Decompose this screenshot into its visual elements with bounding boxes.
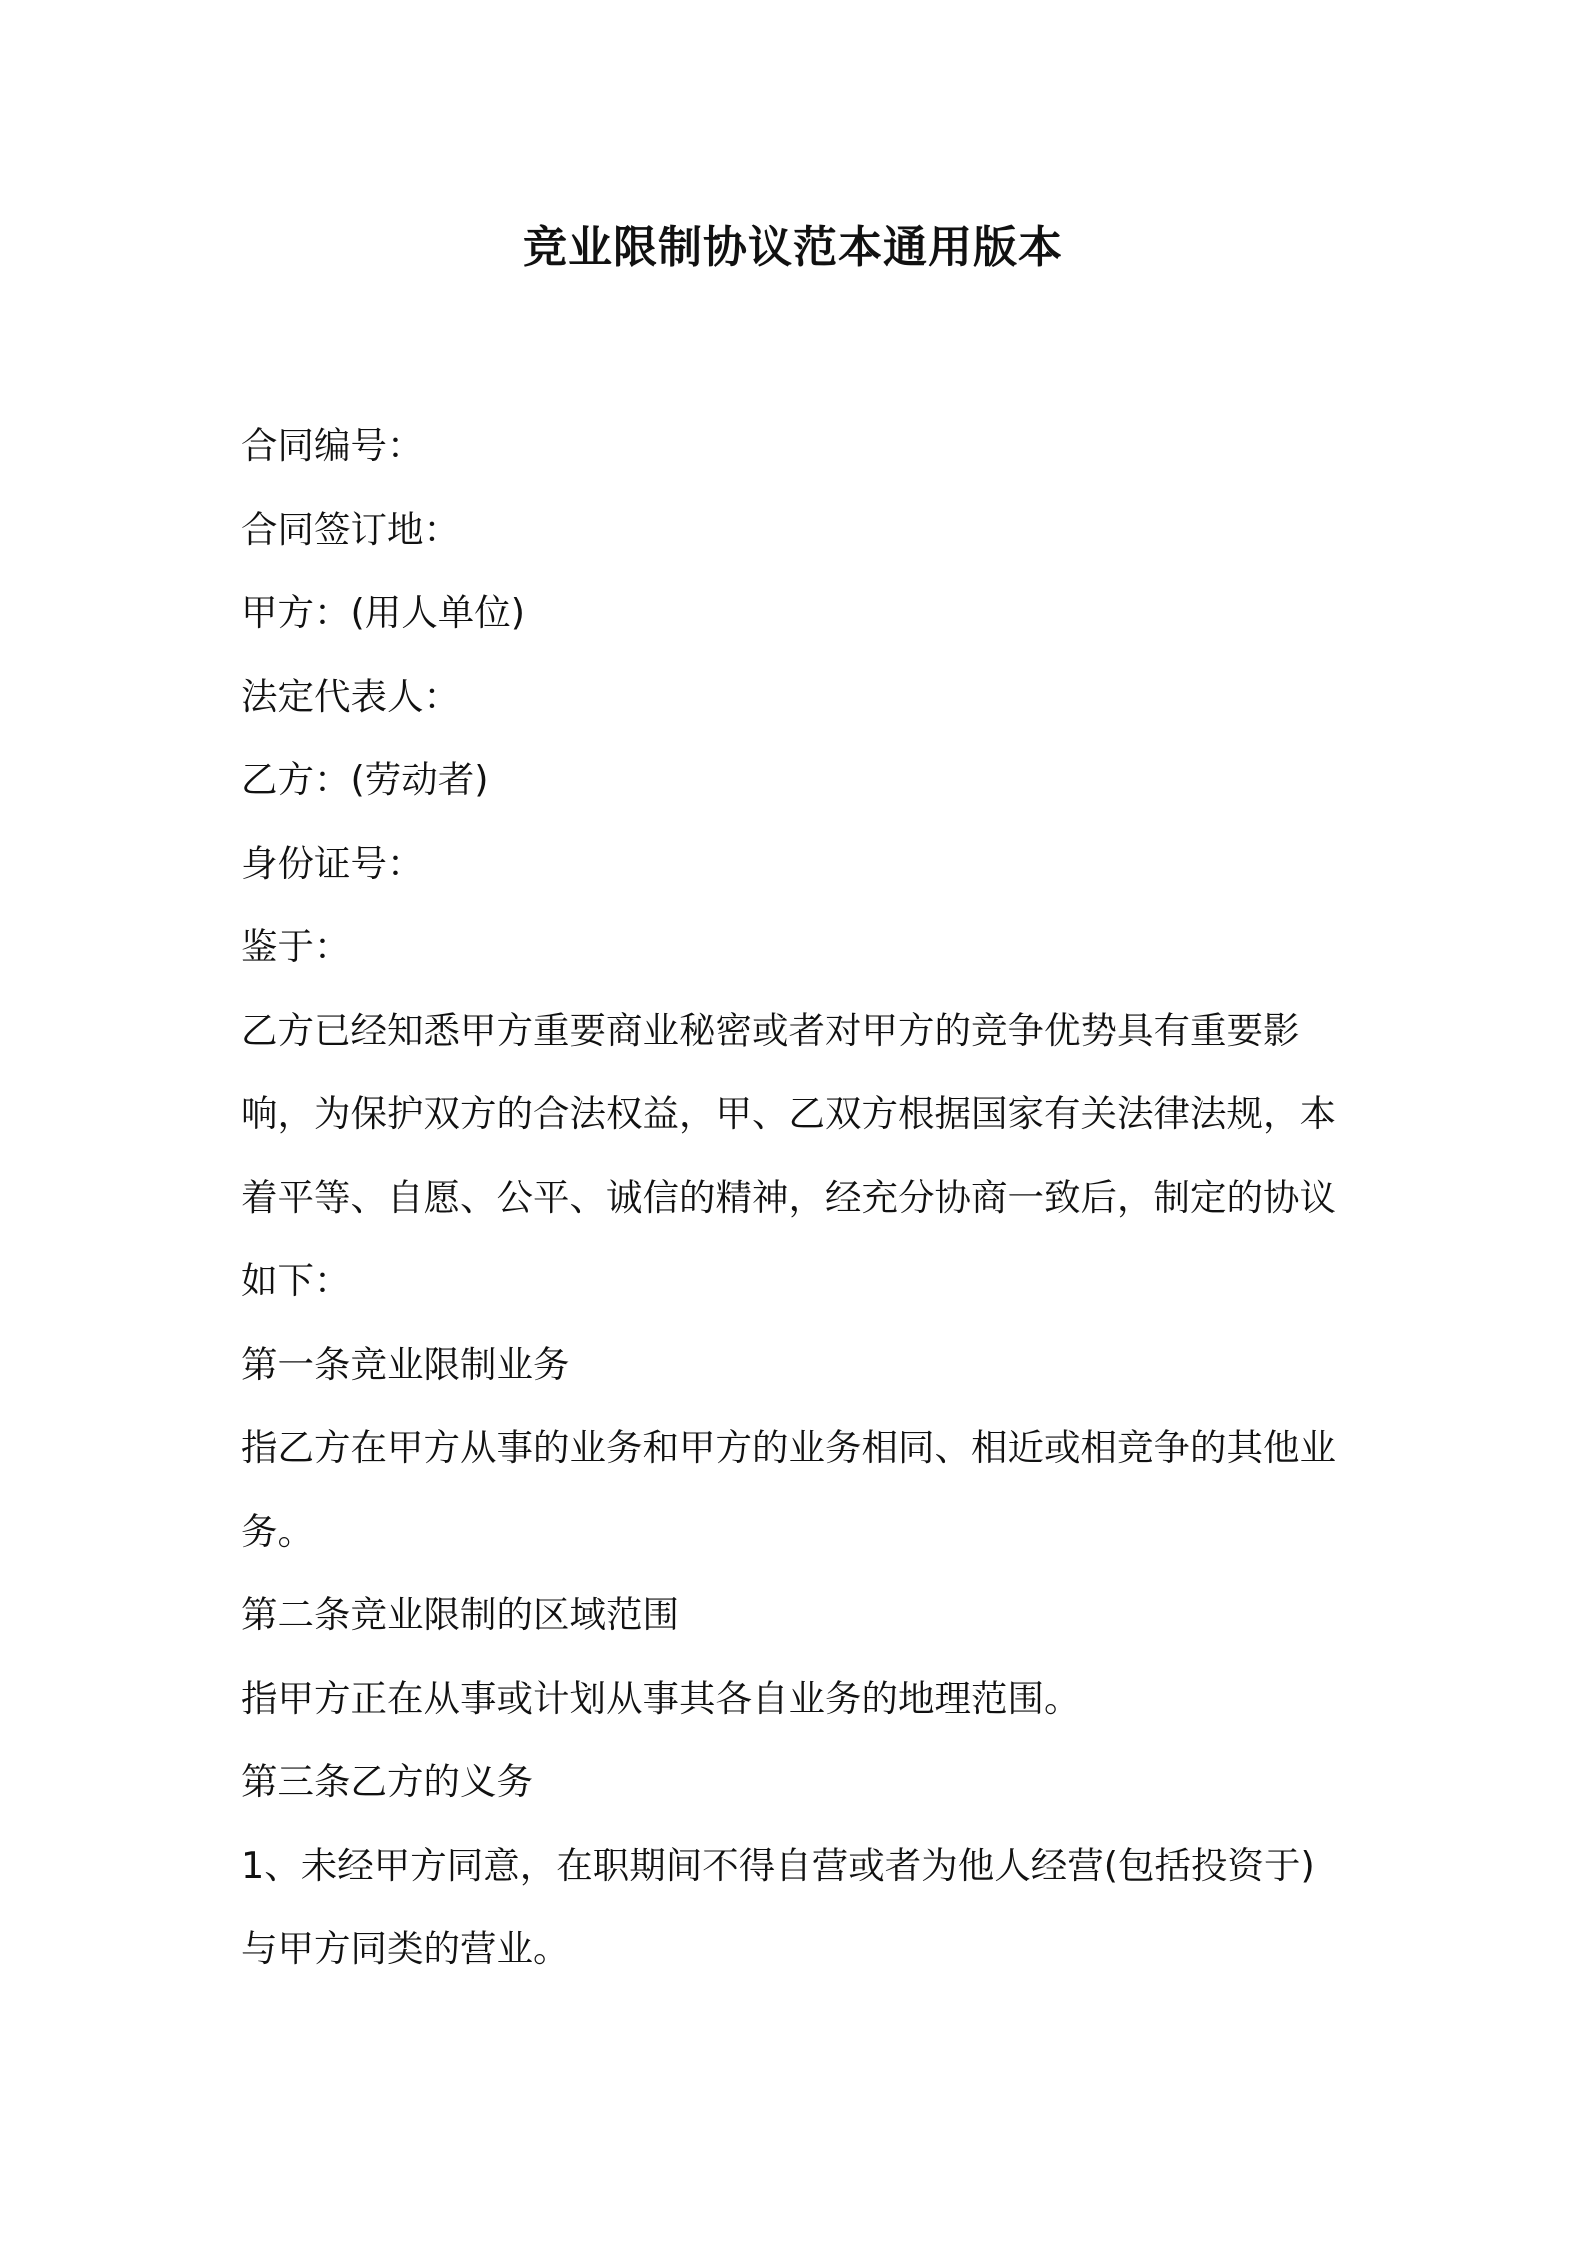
article-1-text: 指乙方在甲方从事的业务和甲方的业务相同、相近或相竞争的其他业 <box>241 1426 1336 1469</box>
legal-representative-label: 法定代表人： <box>241 674 460 718</box>
article-1-heading: 第一条竞业限制业务 <box>241 1342 570 1386</box>
article-2-heading: 第二条竞业限制的区域范围 <box>241 1593 679 1636</box>
article-3-item-1: 1、未经甲方同意，在职期间不得自营或者为他人经营(包括投资于) <box>241 1843 1315 1887</box>
document-body <box>241 404 1365 1991</box>
party-a-label: 甲方：(用人单位) <box>241 591 525 634</box>
preamble-line: 着平等、自愿、公平、诚信的精神，经充分协商一致后，制定的协议 <box>241 1175 1336 1219</box>
document-title: 竞业限制协议范本通用版本 <box>523 222 1063 273</box>
article-1-text: 务。 <box>241 1509 314 1553</box>
signing-place-label: 合同签订地： <box>241 507 460 551</box>
article-3-item-1: 与甲方同类的营业。 <box>241 1927 570 1970</box>
whereas-label: 鉴于： <box>241 925 351 968</box>
party-b-label: 乙方：(劳动者) <box>241 758 489 801</box>
id-number-label: 身份证号： <box>241 841 424 885</box>
contract-number-label: 合同编号： <box>241 424 424 467</box>
article-3-heading: 第三条乙方的义务 <box>241 1760 533 1803</box>
article-2-text: 指甲方正在从事或计划从事其各自业务的地理范围。 <box>241 1676 1081 1720</box>
preamble-line: 如下： <box>241 1259 351 1302</box>
preamble-line: 乙方已经知悉甲方重要商业秘密或者对甲方的竞争优势具有重要影 <box>241 1008 1300 1052</box>
preamble-line: 响，为保护双方的合法权益，甲、乙双方根据国家有关法律法规，本 <box>241 1092 1336 1135</box>
